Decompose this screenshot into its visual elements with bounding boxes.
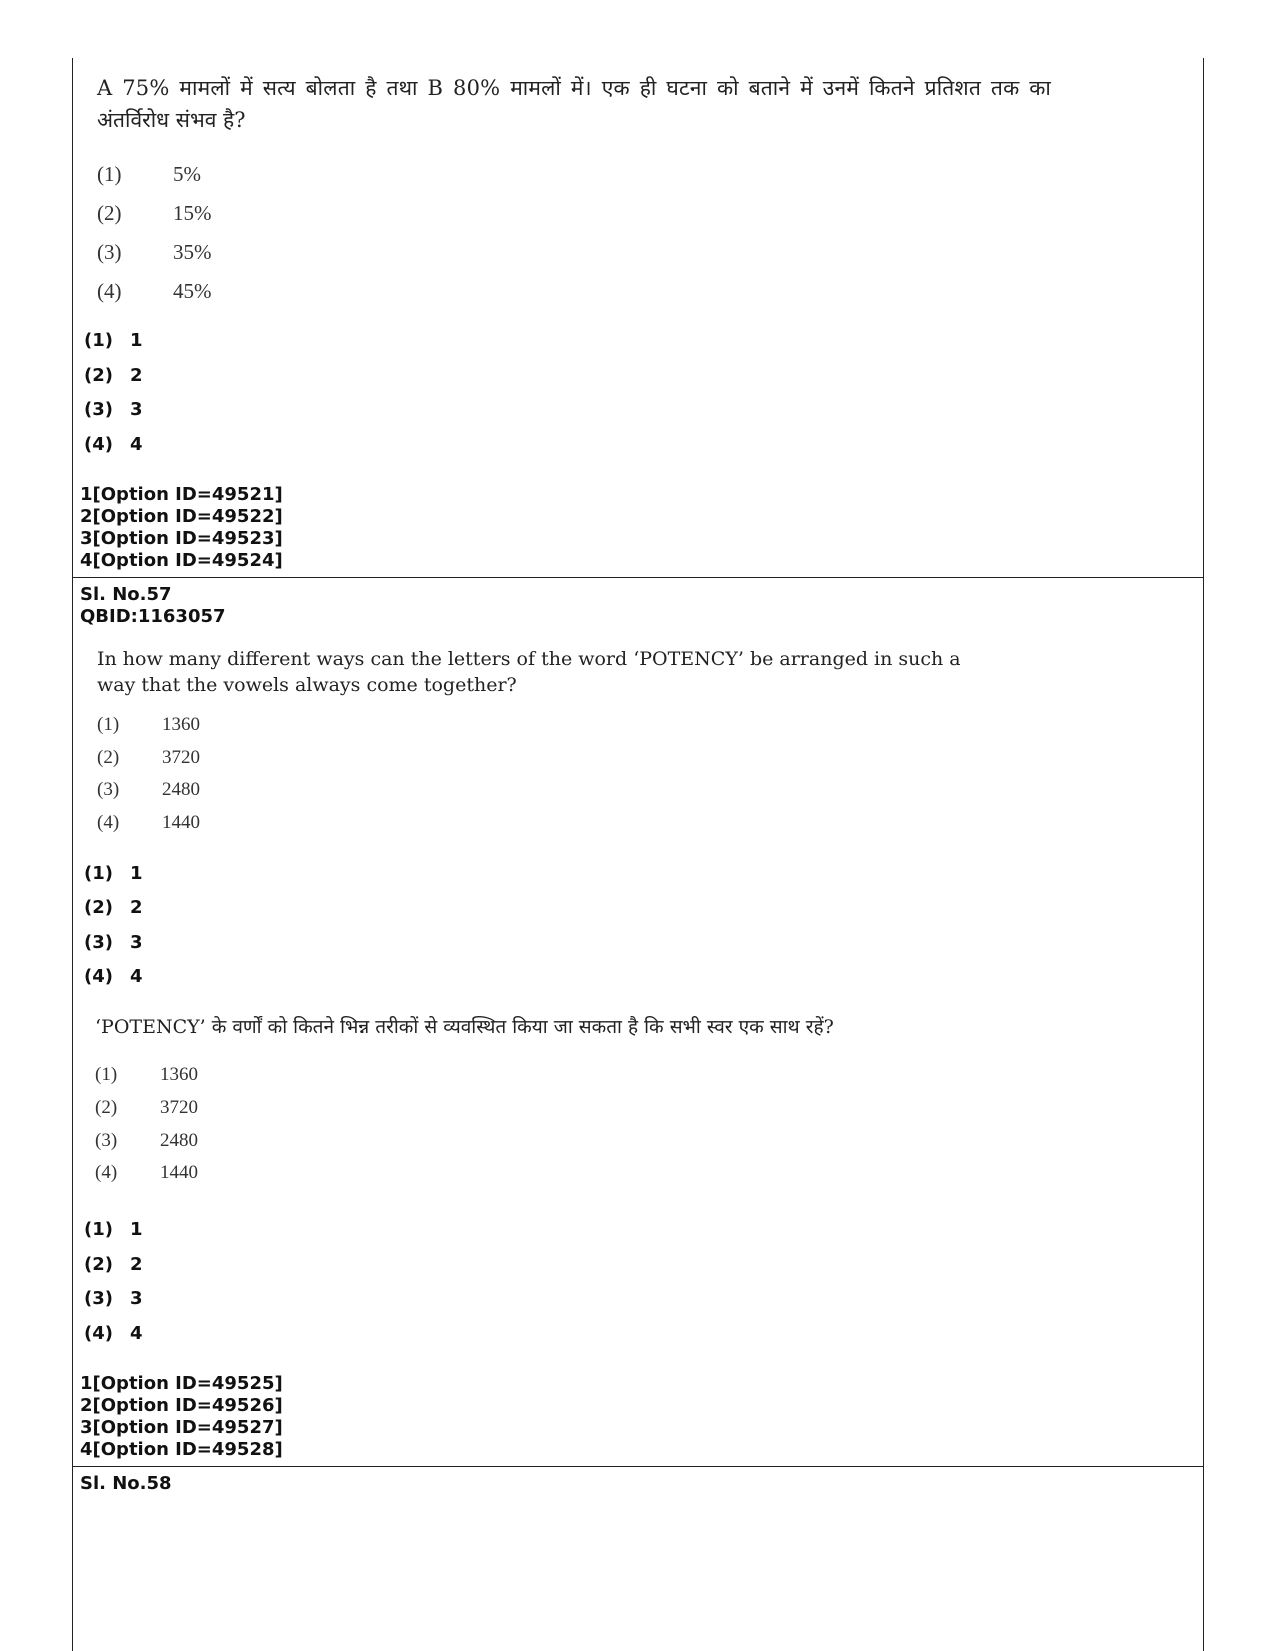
- q57-en-option-4: [97, 812, 200, 834]
- q56-option-2-num: (2): [97, 201, 122, 225]
- q57-hi-option-1-value: 1360: [160, 1064, 198, 1085]
- q57-en-answer-1-key: (1): [84, 863, 113, 884]
- q56-option-id-4: 4[Option ID=49524]: [80, 550, 283, 571]
- q57-sl-no: Sl. No.57: [80, 584, 172, 605]
- q57-en-answer-4: [84, 966, 143, 987]
- q57-option-id-1: 1[Option ID=49525]: [80, 1373, 283, 1394]
- q57-hi-answer-3-value: 3: [130, 1288, 143, 1309]
- q57-en-answer-4-key: (4): [84, 966, 113, 987]
- q56-hindi-question: [97, 72, 1187, 136]
- q56-option-id-3: 3[Option ID=49523]: [80, 528, 283, 549]
- q57-en-answer-3-key: (3): [84, 932, 113, 953]
- q57-hi-option-1-num: (1): [95, 1064, 118, 1085]
- q57-en-answer-2-value: 2: [130, 897, 143, 918]
- question-divider-1: [73, 577, 1203, 578]
- q57-hi-answer-1-key: (1): [84, 1219, 113, 1240]
- q56-option-3: [97, 240, 212, 265]
- q56-option-2-value: 15%: [173, 201, 212, 225]
- q57-english-question-line1: In how many different ways can the letters of the word ‘POTENCY’ be arranged in such a: [97, 648, 961, 670]
- q57-hi-answer-2-value: 2: [130, 1254, 143, 1275]
- q57-hi-answer-2-key: (2): [84, 1254, 113, 1275]
- q56-answer-4-key: (4): [84, 434, 113, 455]
- q57-hi-answer-3: [84, 1288, 143, 1309]
- question-divider-2: [73, 1466, 1203, 1467]
- q57-en-option-4-value: 1440: [162, 812, 200, 833]
- q57-hi-answer-4-key: (4): [84, 1323, 113, 1344]
- q57-hi-answer-1-value: 1: [130, 1219, 143, 1240]
- q57-option-id-2: 2[Option ID=49526]: [80, 1395, 283, 1416]
- q57-hi-option-2-value: 3720: [160, 1097, 198, 1118]
- q57-en-option-1-num: (1): [97, 714, 120, 735]
- q56-answer-2: [84, 365, 143, 386]
- q57-en-answer-3-value: 3: [130, 932, 143, 953]
- q58-sl-no: Sl. No.58: [80, 1473, 172, 1494]
- q56-option-3-num: (3): [97, 240, 122, 264]
- q56-answer-3: [84, 399, 143, 420]
- q56-option-1: [97, 162, 201, 187]
- q57-hi-option-3: [95, 1130, 198, 1152]
- q57-hi-option-1: [95, 1064, 198, 1086]
- q57-en-answer-4-value: 4: [130, 966, 143, 987]
- page-frame: [72, 58, 1204, 1651]
- q56-option-4: [97, 279, 212, 304]
- q57-en-answer-1: [84, 863, 143, 884]
- q57-option-ids: [80, 1373, 283, 1461]
- q56-answer-2-key: (2): [84, 365, 113, 386]
- q56-option-ids: [80, 484, 283, 572]
- q56-answer-3-key: (3): [84, 399, 113, 420]
- q57-hi-option-4: [95, 1162, 198, 1184]
- q56-option-4-num: (4): [97, 279, 122, 303]
- q56-hindi-question-line2: अंतर्विरोध संभव है?: [97, 108, 246, 132]
- q56-option-1-num: (1): [97, 162, 122, 186]
- q57-hi-answer-4: [84, 1323, 143, 1344]
- q57-hi-option-3-num: (3): [95, 1130, 118, 1151]
- q56-answer-1-value: 1: [130, 330, 143, 351]
- q57-hi-answer-4-value: 4: [130, 1323, 143, 1344]
- q57-hi-option-2: [95, 1097, 198, 1119]
- q57-english-question-line2: way that the vowels always come together?: [97, 674, 517, 696]
- q57-en-option-2-num: (2): [97, 747, 120, 768]
- q57-en-option-3-num: (3): [97, 779, 120, 800]
- q56-answer-4-value: 4: [130, 434, 143, 455]
- q57-qbid: QBID:1163057: [80, 606, 226, 627]
- q56-option-3-value: 35%: [173, 240, 212, 264]
- q57-hi-option-4-num: (4): [95, 1162, 118, 1183]
- q57-en-answer-1-value: 1: [130, 863, 143, 884]
- q57-en-option-1: [97, 714, 200, 736]
- q57-hindi-question: ‘POTENCY’ के वर्णों को कितने भिन्न तरीकों से व्यवस्थित किया जा सकता है कि सभी स्वर एक साथ रहें?: [95, 1016, 834, 1038]
- q57-hi-option-3-value: 2480: [160, 1130, 198, 1151]
- q57-en-option-4-num: (4): [97, 812, 120, 833]
- q56-option-id-1: 1[Option ID=49521]: [80, 484, 283, 505]
- q56-answer-3-value: 3: [130, 399, 143, 420]
- q56-answer-4: [84, 434, 143, 455]
- q57-hi-answer-3-key: (3): [84, 1288, 113, 1309]
- q57-en-option-3: [97, 779, 200, 801]
- q57-hi-answer-1: [84, 1219, 143, 1240]
- q56-option-4-value: 45%: [173, 279, 212, 303]
- q57-en-option-1-value: 1360: [162, 714, 200, 735]
- q57-option-id-4: 4[Option ID=49528]: [80, 1439, 283, 1460]
- q57-option-id-3: 3[Option ID=49527]: [80, 1417, 283, 1438]
- q57-en-answer-3: [84, 932, 143, 953]
- q57-en-option-3-value: 2480: [162, 779, 200, 800]
- q56-answer-2-value: 2: [130, 365, 143, 386]
- q57-hi-answer-2: [84, 1254, 143, 1275]
- q56-option-2: [97, 201, 212, 226]
- q56-answer-1: [84, 330, 143, 351]
- q56-hindi-question-line1: A 75% मामलों में सत्य बोलता है तथा B 80% मामलों में। एक ही घटना को बताने में उनमें कितने प्रतिशत तक का: [97, 76, 1052, 100]
- q56-option-1-value: 5%: [173, 162, 201, 186]
- q57-en-option-2: [97, 747, 200, 769]
- q57-en-option-2-value: 3720: [162, 747, 200, 768]
- q57-header: [80, 584, 226, 628]
- q57-english-question: [97, 646, 961, 698]
- q57-en-answer-2-key: (2): [84, 897, 113, 918]
- q57-hi-option-2-num: (2): [95, 1097, 118, 1118]
- q56-answer-1-key: (1): [84, 330, 113, 351]
- q56-option-id-2: 2[Option ID=49522]: [80, 506, 283, 527]
- q57-hi-option-4-value: 1440: [160, 1162, 198, 1183]
- q57-en-answer-2: [84, 897, 143, 918]
